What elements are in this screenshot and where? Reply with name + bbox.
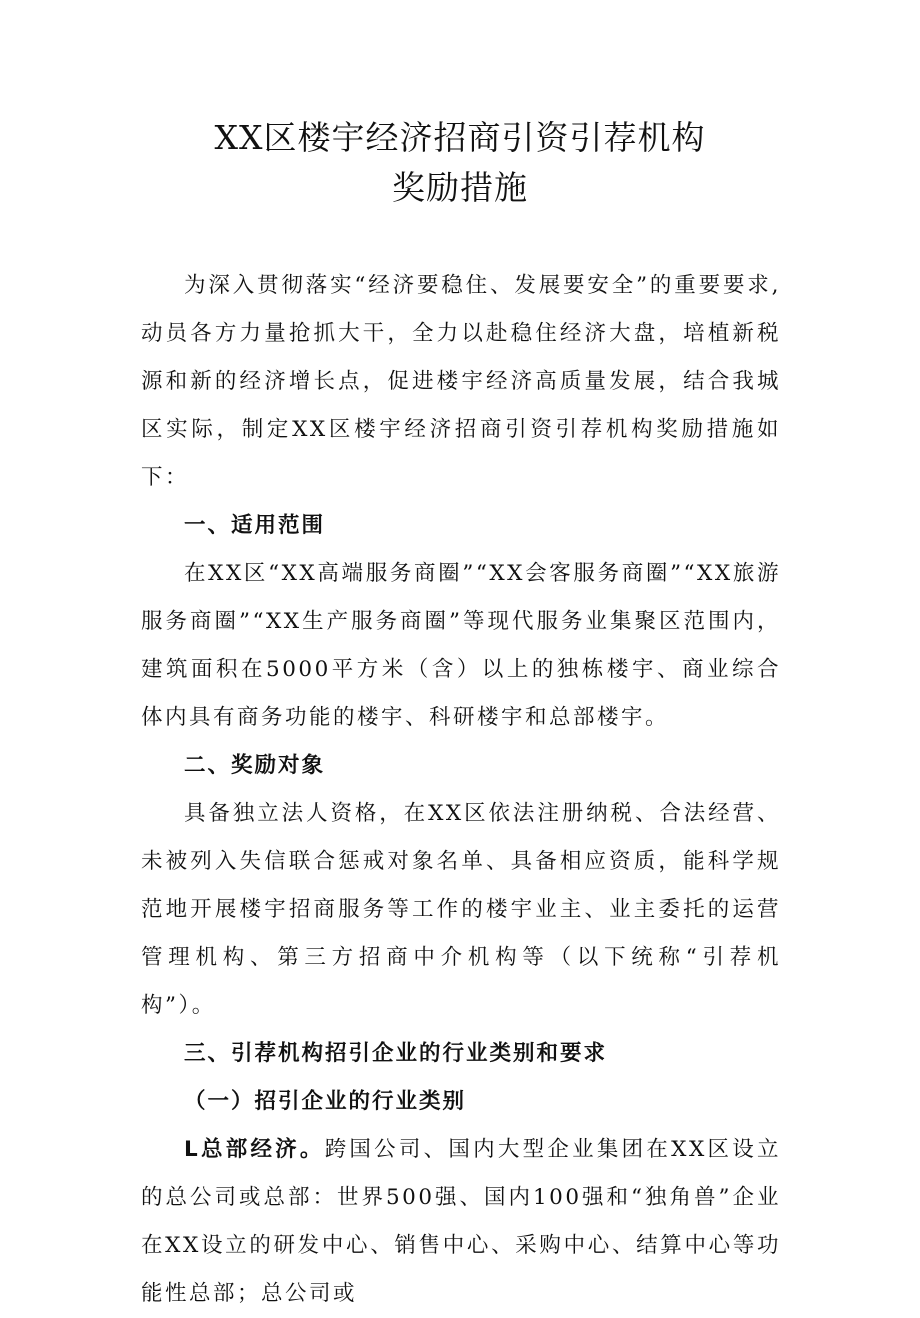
item-1-lead: L总部经济。 xyxy=(184,1137,325,1162)
document-title-line-2: 奖励措施 xyxy=(392,168,528,207)
section-2-paragraph: 具备独立法人资格，在XX区依法注册纳税、合法经营、未被列入失信联合惩戒对象名单、具备相应资质，能科学规范地开展楼宇招商服务等工作的楼宇业主、业主委托的运营管理机构、第三方招商中介机构等（以下统称“引荐机构”）。 xyxy=(141,801,781,1018)
document-title-line-1: XX区楼宇经济招商引资引荐机构 xyxy=(214,118,706,157)
document-body xyxy=(141,262,781,1318)
section-1-heading: 一、适用范围 xyxy=(184,513,326,538)
item-1-body: 跨国公司、国内大型企业集团在XX区设立的总公司或总部：世界500强、国内100强和“独角兽”企业在XX设立的研发中心、销售中心、采购中心、结算中心等功能性总部；总公司或 xyxy=(141,1137,781,1306)
section-3-subheading-1: （一）招引企业的行业类别 xyxy=(184,1089,467,1114)
item-1-paragraph xyxy=(141,1126,781,1318)
intro-paragraph: 为深入贯彻落实“经济要稳住、发展要安全”的重要要求,动员各方力量抢抓大干，全力以赴稳住经济大盘，培植新税源和新的经济增长点，促进楼宇经济高质量发展，结合我城区实际，制定XX区楼宇经济招商引资引荐机构奖励措施如下： xyxy=(141,273,781,490)
section-1-paragraph: 在XX区“XX高端服务商圈”“XX会客服务商圈”“XX旅游服务商圈”“XX生产服务商圈”等现代服务业集聚区范围内，建筑面积在5000平方米（含）以上的独栋楼宇、商业综合体内具有商务功能的楼宇、科研楼宇和总部楼宇。 xyxy=(141,561,781,730)
section-2-heading: 二、奖励对象 xyxy=(184,753,326,778)
section-3-heading: 三、引荐机构招引企业的行业类别和要求 xyxy=(184,1041,608,1066)
